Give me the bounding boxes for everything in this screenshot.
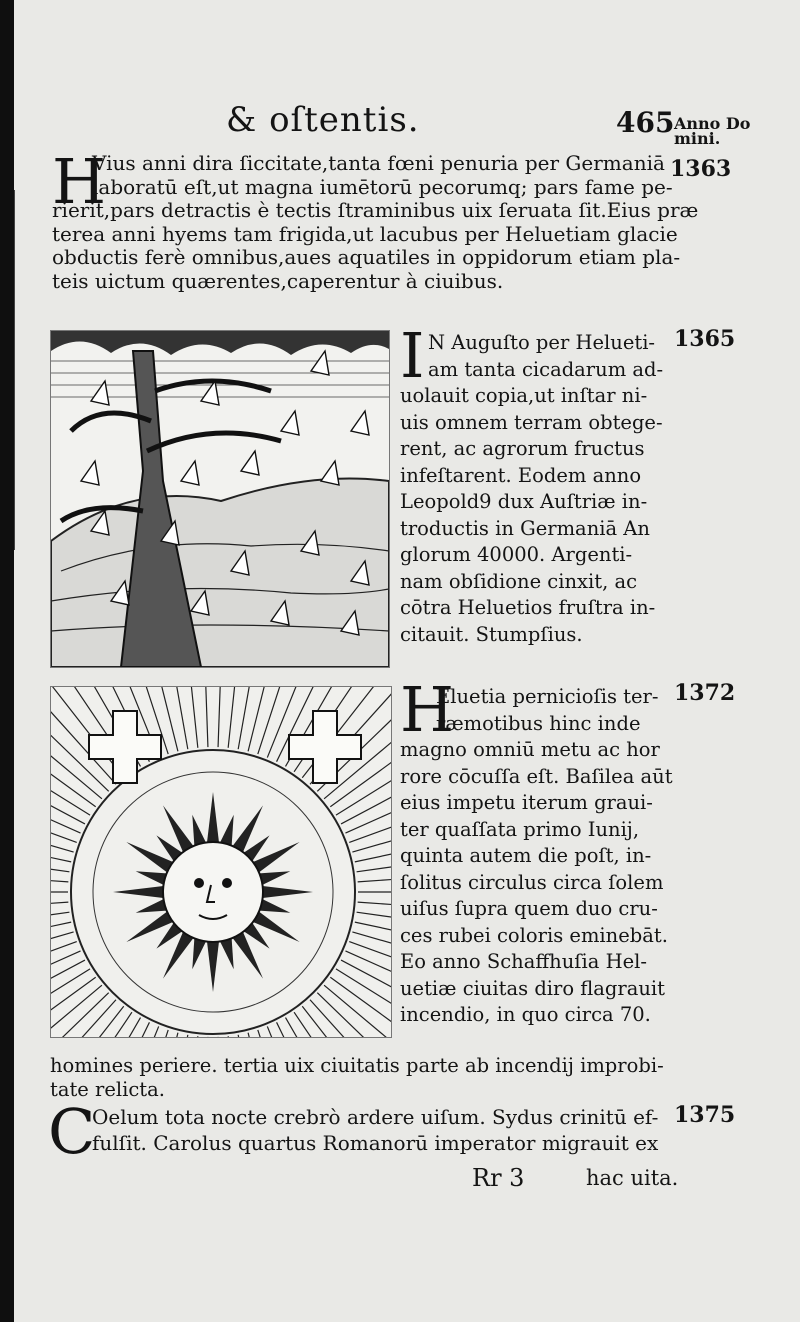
text-line: Eo anno Schaffhuſia Hel- <box>400 950 647 973</box>
text-line: Oelum tota nocte crebrò ardere uiſum. Sydus crinitū ef- <box>92 1105 659 1129</box>
text-line: magno omniū metu ac hor <box>400 738 660 761</box>
margin-year-1365: 1365 <box>674 326 736 352</box>
dropcap-h: H <box>400 673 455 746</box>
margin-head: Anno Do mini. <box>674 114 751 148</box>
text-line: rore cōcuſſa eſt. Baſilea aūt <box>400 764 673 788</box>
page-header <box>14 100 800 148</box>
sun-woodcut <box>50 686 392 1038</box>
paragraph-1-cont <box>52 199 698 293</box>
text-line: uetiæ ciuitas diro flagrauit <box>400 976 665 1000</box>
signature-mark: Rr 3 <box>472 1164 525 1192</box>
text-line: obductis ferè omnibus,aues aquatiles in oppidorum etiam pla- <box>52 245 681 270</box>
margin-year-1372: 1372 <box>674 680 736 706</box>
text-line: troductis in Germaniā An <box>400 516 650 540</box>
text-line: glorum 40000. Argenti- <box>400 543 633 566</box>
text-line: ces rubei coloris eminebāt. <box>400 923 668 947</box>
text-line: ræmotibus hinc inde <box>436 711 641 735</box>
text-line: uiſus ſupra quem duo cru- <box>400 897 658 920</box>
text-line: laboratū eſt,ut magna iumētorū pecorumq; pars fame pe- <box>92 174 673 199</box>
text-line: Eluetia pernicioſis ter- <box>436 685 659 708</box>
margin-year-1375: 1375 <box>674 1102 736 1128</box>
text-line: teis uictum quærentes,caperentur à ciuibus. <box>52 268 504 293</box>
text-line: eius impetu iterum graui- <box>400 791 653 814</box>
dropcap-i: I <box>400 319 425 392</box>
text-line: homines periere. tertia uix ciuitatis parte ab incendij improbi- <box>50 1054 664 1077</box>
dropcap-h: H <box>52 145 107 218</box>
text-line: incendio, in quo circa 70. <box>400 1003 651 1026</box>
paragraph-3 <box>436 684 658 737</box>
text-line: uis omnem terram obtege- <box>400 410 663 434</box>
paragraph-2 <box>428 330 663 383</box>
sun-crosses-icon <box>51 687 391 1037</box>
text-line: N Auguſto per Helueti- <box>428 331 656 354</box>
previous-page-edge <box>0 190 15 550</box>
paragraph-4 <box>92 1104 658 1156</box>
paragraph-3-cont <box>400 737 673 1029</box>
text-line: fulſit. Carolus quartus Romanorū imperator migrauit ex <box>92 1131 659 1155</box>
text-line: rent, ac agrorum fructus <box>400 437 645 460</box>
text-line: am tanta cicadarum ad- <box>428 357 664 381</box>
text-line: cōtra Heluetios fruſtra in- <box>400 596 656 619</box>
text-line: ſolitus circulus circa ſolem <box>400 870 664 894</box>
locust-tree-icon <box>51 331 389 667</box>
margin-year-1363: 1363 <box>670 156 732 182</box>
page-footer <box>14 1164 800 1194</box>
text-line: ter quaſſata primo Iunij, <box>400 817 640 841</box>
paragraph-2-cont <box>400 383 663 648</box>
text-line: Leopold9 dux Auſtriæ in- <box>400 490 648 513</box>
text-line: infeſtarent. Eodem anno <box>400 463 642 487</box>
text-line: rierit,pars detractis è tectis ſtraminibus uix ſeruata ſit.Eius præ <box>52 198 699 222</box>
text-line: uolauit copia,ut inſtar ni- <box>400 384 648 407</box>
text-line: citauit. Stumpſius. <box>400 622 583 646</box>
running-head: & oſtentis. <box>226 100 420 140</box>
text-line: Vius anni dira ſiccitate,tanta fœni penuria per Germaniā <box>92 151 665 175</box>
text-line: tate relicta. <box>50 1077 165 1101</box>
text-line: terea anni hyems tam frigida,ut lacubus per Heluetiam glacie <box>52 221 678 246</box>
paragraph-1 <box>92 152 673 199</box>
page-number: 465 <box>616 106 675 139</box>
catchword: hac uita. <box>586 1166 679 1190</box>
locust-woodcut <box>50 330 390 668</box>
text-line: quinta autem die poſt, in- <box>400 844 652 867</box>
paragraph-3-full <box>50 1054 664 1101</box>
dropcap-c: C <box>48 1095 96 1168</box>
book-page <box>14 0 800 1322</box>
text-line: nam obſidione cinxit, ac <box>400 569 638 593</box>
